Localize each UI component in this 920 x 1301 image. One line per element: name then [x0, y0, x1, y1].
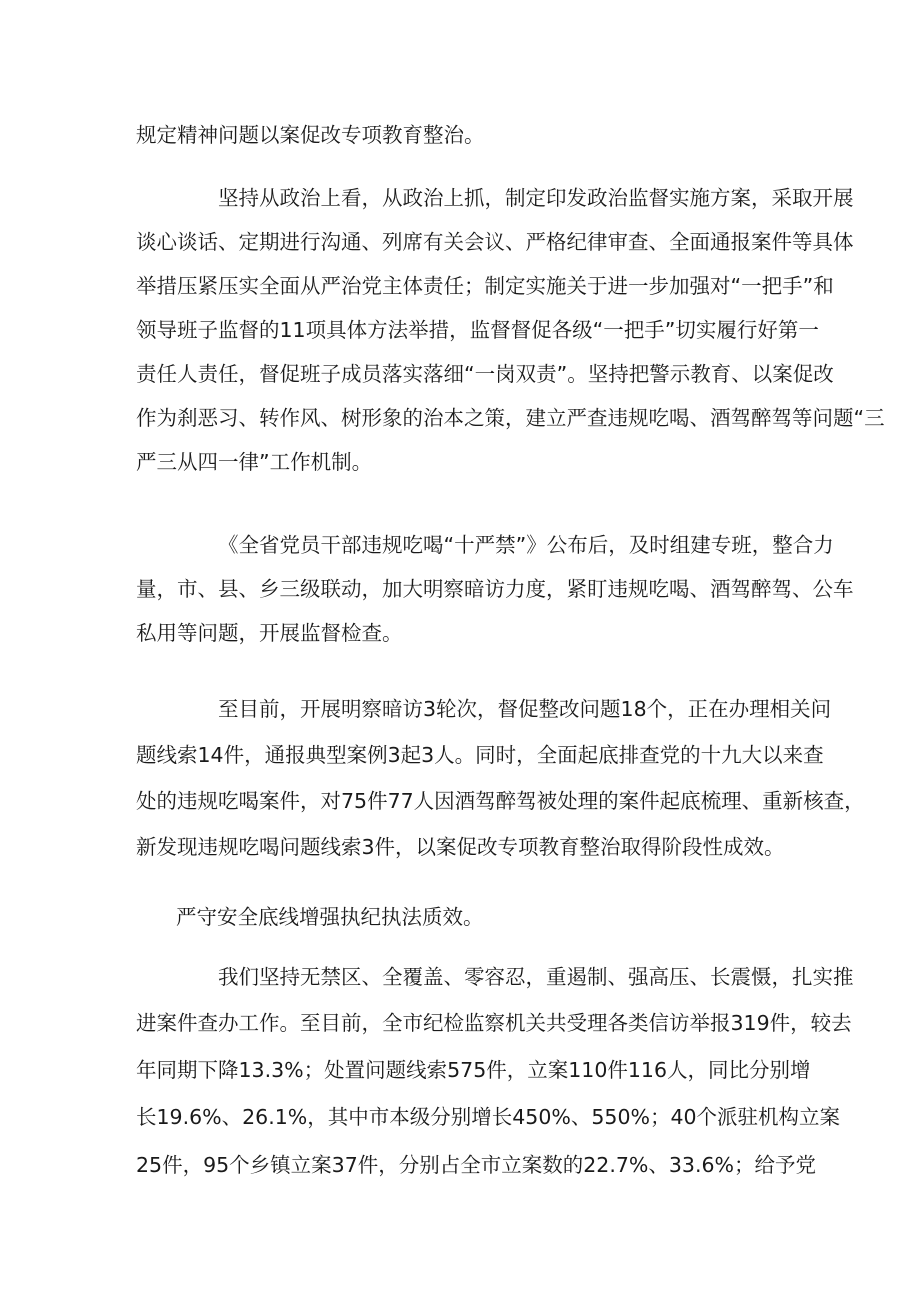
- paragraph-2-line-2: 谈心谈话、定期进行沟通、列席有关会议、严格纪律审查、全面通报案件等具体: [136, 230, 854, 254]
- paragraph-2-line-7: 严三从四一律”工作机制。: [136, 450, 373, 474]
- section-heading: 严守安全底线增强执纪执法质效。: [176, 905, 484, 929]
- paragraph-4-line-3: 处的违规吃喝案件，对75件77人因酒驾醉驾被处理的案件起底梳理、重新核查，: [136, 789, 865, 813]
- paragraph-2-line-6: 作为刹恶习、转作风、树形象的治本之策，建立严查违规吃喝、酒驾醉驾等问题“三: [136, 406, 885, 430]
- paragraph-5-line-1: 我们坚持无禁区、全覆盖、零容忍，重遏制、强高压、长震慑，扎实推: [218, 965, 854, 989]
- paragraph-3-line-3: 私用等问题，开展监督检查。: [136, 621, 403, 645]
- paragraph-5-line-2: 进案件查办工作。至目前，全市纪检监察机关共受理各类信访举报319件，较去: [136, 1011, 852, 1035]
- paragraph-4-line-4: 新发现违规吃喝问题线索3件，以案促改专项教育整治取得阶段性成效。: [136, 835, 785, 859]
- paragraph-2-line-4: 领导班子监督的11项具体方法举措，监督督促各级“一把手”切实履行好第一: [136, 318, 819, 342]
- paragraph-5-line-5: 25件，95个乡镇立案37件，分别占全市立案数的22.7%、33.6%；给予党: [136, 1153, 817, 1177]
- paragraph-1-line-1: 规定精神问题以案促改专项教育整治。: [136, 123, 485, 147]
- paragraph-2-line-1: 坚持从政治上看，从政治上抓，制定印发政治监督实施方案，采取开展: [218, 186, 854, 210]
- paragraph-3-line-1: 《全省党员干部违规吃喝“十严禁”》公布后，及时组建专班，整合力: [218, 533, 834, 557]
- paragraph-4-line-2: 题线索14件，通报典型案例3起3人。同时，全面起底排查党的十九大以来查: [136, 743, 824, 767]
- paragraph-2-line-3: 举措压紧压实全面从严治党主体责任；制定实施关于进一步加强对“一把手”和: [136, 274, 834, 298]
- paragraph-4-line-1: 至目前，开展明察暗访3轮次，督促整改问题18个，正在办理相关问: [218, 697, 832, 721]
- paragraph-5-line-4: 长19.6%、26.1%，其中市本级分别增长450%、550%；40个派驻机构立案: [136, 1105, 841, 1129]
- paragraph-3-line-2: 量，市、县、乡三级联动，加大明察暗访力度，紧盯违规吃喝、酒驾醉驾、公车: [136, 577, 854, 601]
- paragraph-5-line-3: 年同期下降13.3%；处置问题线索575件，立案110件116人，同比分别增: [136, 1058, 811, 1082]
- paragraph-2-line-5: 责任人责任，督促班子成员落实落细“一岗双责”。坚持把警示教育、以案促改: [136, 362, 834, 386]
